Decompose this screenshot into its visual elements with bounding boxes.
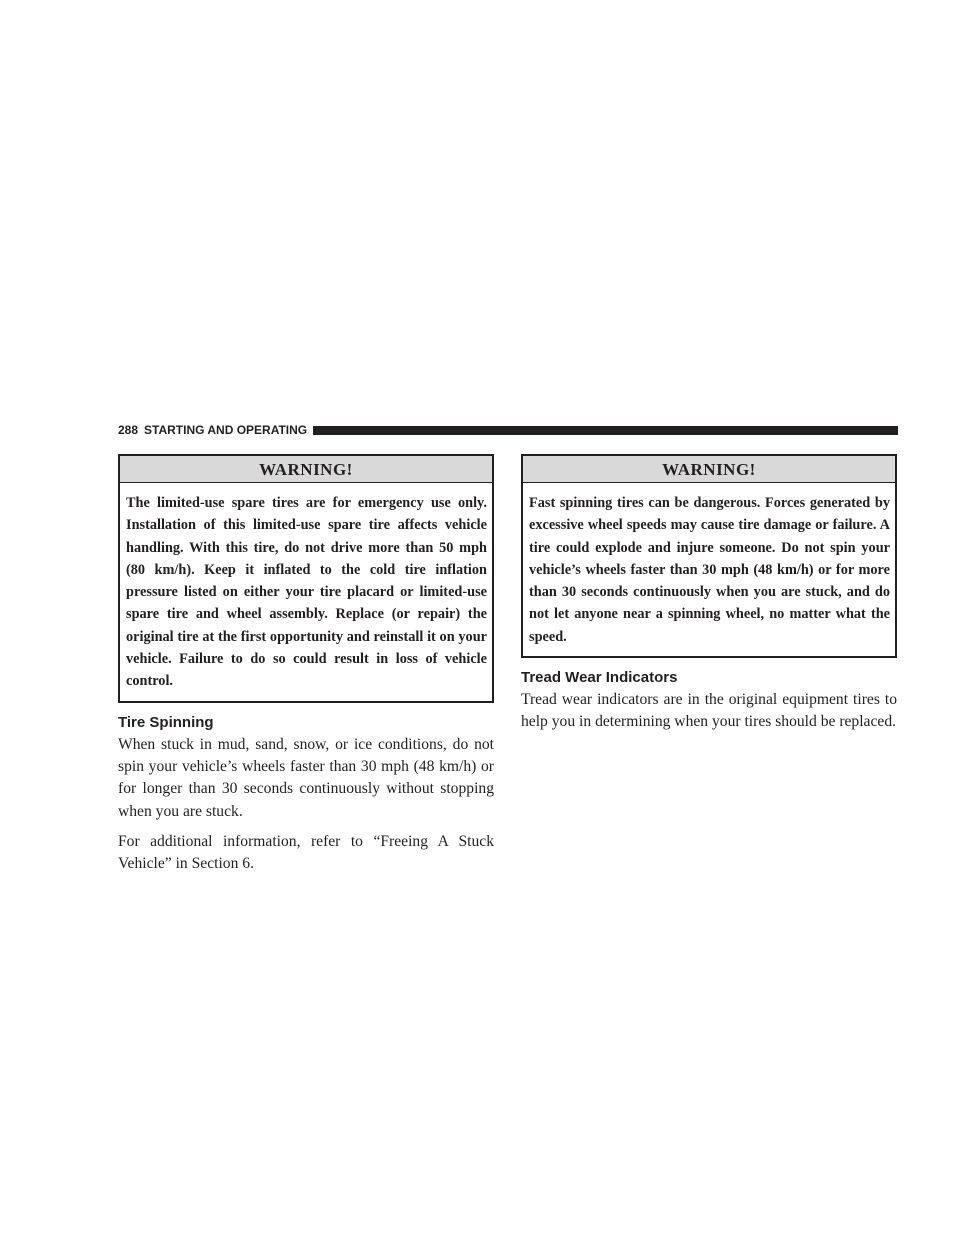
warning-box-spinning-tires: [521, 454, 897, 658]
warning-title: WARNING!: [120, 456, 492, 483]
page-header: [118, 422, 898, 438]
heading-tread-wear-indicators: Tread Wear Indicators: [521, 669, 678, 687]
heading-tire-spinning: Tire Spinning: [118, 713, 214, 731]
paragraph: For additional information, refer to “Freeing A Stuck Vehicle” in Section 6.: [118, 832, 494, 873]
paragraph: Tread wear indicators are in the original equipment tires to help you in determining when your tires should be replaced.: [521, 691, 897, 731]
warning-text: Fast spinning tires can be dangerous. Forces generated by excessive wheel speeds may cause tire damage or failure. A tire could explode and injure someone. Do not spin your vehicle’s wheels faster than 30 mph (48 km/h) or for more than 30 seconds continuously when you are stuck, and do not let anyone near a spinning wheel, no matter what the speed.: [529, 495, 890, 645]
warning-title: WARNING!: [523, 456, 895, 483]
left-column: [118, 454, 494, 883]
right-column: [521, 454, 897, 742]
warning-box-spare-tire: [118, 454, 494, 703]
paragraph: When stuck in mud, sand, snow, or ice conditions, do not spin your vehicle’s wheels faster than 30 mph (48 km/h) or for longer than 30 seconds continuously without stopping when you are stuck.: [118, 735, 494, 820]
page-number: 288: [118, 423, 139, 437]
header-rule: [313, 426, 898, 435]
section-title: STARTING AND OPERATING: [144, 423, 308, 437]
warning-text: The limited-use spare tires are for emergency use only. Installation of this limited-use spare tire affects vehicle handling. With this tire, do not drive more than 50 mph (80 km/h). Keep it inflated to the cold tire inflation pressure listed on either your tire placard or limited-use spare tire and wheel assembly. Replace (or repair) the original tire at the first opportunity and reinstall it on your vehicle. Failure to do so could result in loss of vehicle control.: [126, 495, 487, 690]
